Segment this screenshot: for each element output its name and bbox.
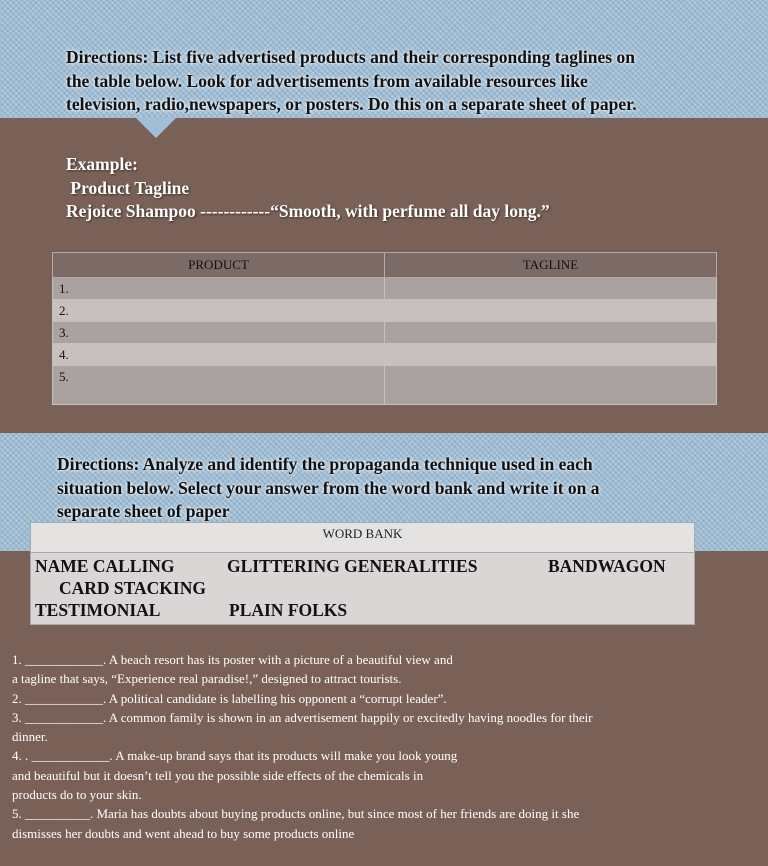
example-block xyxy=(66,153,550,224)
product-header: PRODUCT xyxy=(53,253,385,278)
example-sample: Rejoice Shampoo ------------“Smooth, with perfume all day long.” xyxy=(66,201,550,221)
word-bank-term: NAME CALLING xyxy=(35,556,175,576)
table-row xyxy=(53,278,717,300)
row-number: 1. xyxy=(53,278,385,300)
row-number: 4. xyxy=(53,344,385,366)
tagline-cell[interactable] xyxy=(385,344,717,366)
directions-2-line: separate sheet of paper xyxy=(57,501,230,521)
tagline-cell[interactable] xyxy=(385,366,717,405)
word-bank-terms xyxy=(31,553,694,624)
tagline-header: TAGLINE xyxy=(385,253,717,278)
tagline-cell[interactable] xyxy=(385,300,717,322)
question-line: dinner. xyxy=(12,729,48,745)
directions-2-line: Directions: Analyze and identify the propaganda technique used in each xyxy=(57,454,593,474)
word-bank xyxy=(30,522,695,625)
tagline-cell[interactable] xyxy=(385,278,717,300)
word-bank-term: TESTIMONIAL xyxy=(35,600,161,620)
question-line: products do to your skin. xyxy=(12,787,142,803)
table-row xyxy=(53,366,717,405)
directions-1-line: Directions: List five advertised products and their corresponding taglines on xyxy=(66,47,635,67)
word-bank-title: WORD BANK xyxy=(31,523,694,553)
table-row xyxy=(53,344,717,366)
table-row xyxy=(53,322,717,344)
question-line: 2. ____________. A political candidate is labelling his opponent a “corrupt leader”. xyxy=(12,690,447,706)
banner-notch xyxy=(136,118,176,138)
question-line: 1. ____________. A beach resort has its poster with a picture of a beautiful view and xyxy=(12,652,453,667)
question-line: and beautiful but it doesn’t tell you the possible side effects of the chemicals in xyxy=(12,767,424,783)
example-heading: Example: xyxy=(66,154,138,174)
directions-2-line: situation below. Select your answer from the word bank and write it on a xyxy=(57,477,600,498)
word-bank-term: GLITTERING GENERALITIES xyxy=(227,556,478,576)
directions-1-line: television, radio,newspapers, or posters. Do this on a separate sheet of paper. xyxy=(66,94,637,114)
row-number: 5. xyxy=(53,366,385,405)
directions-1 xyxy=(66,46,746,117)
tagline-cell[interactable] xyxy=(385,322,717,344)
directions-2 xyxy=(57,453,697,524)
word-bank-term: BANDWAGON xyxy=(548,556,666,576)
table-row xyxy=(53,300,717,322)
directions-1-line: the table below. Look for advertisements from available resources like xyxy=(66,70,588,91)
question-line: 3. ____________. A common family is shown in an advertisement happily or excitedly having noodles for their xyxy=(12,709,593,725)
questions xyxy=(12,650,752,843)
word-bank-term: CARD STACKING xyxy=(59,578,206,598)
example-columns: Product Tagline xyxy=(66,177,190,198)
product-tagline-table xyxy=(52,252,717,405)
row-number: 3. xyxy=(53,322,385,344)
word-bank-term: PLAIN FOLKS xyxy=(229,600,348,620)
question-line: dismisses her doubts and went ahead to buy some products online xyxy=(12,825,355,841)
question-line: 5. __________. Maria has doubts about buying products online, but since most of her friends are doing it she xyxy=(12,806,580,822)
row-number: 2. xyxy=(53,300,385,322)
question-line: 4. . ____________. A make-up brand says that its products will make you look young xyxy=(12,748,458,764)
question-line: a tagline that says, “Experience real paradise!,” designed to attract tourists. xyxy=(12,671,402,687)
